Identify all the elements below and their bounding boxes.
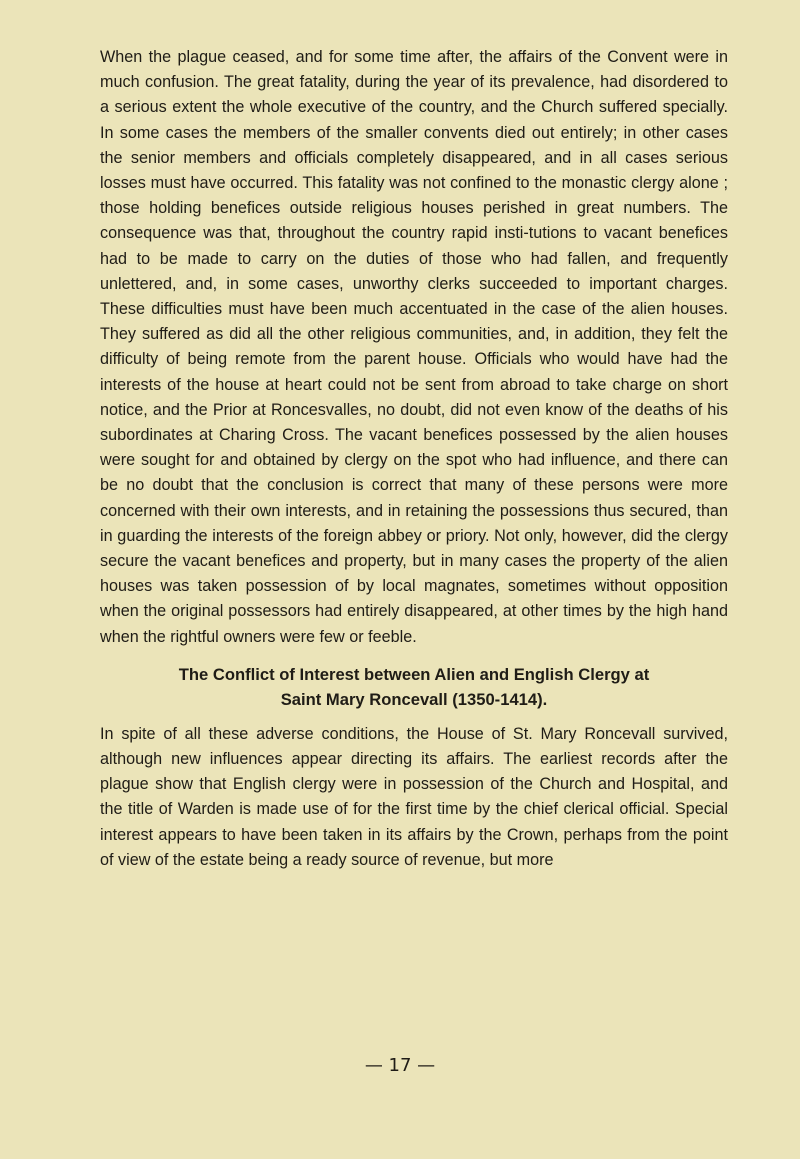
- body-paragraph-1: When the plague ceased, and for some time after, the affairs of the Convent were in much confusion. The great fatality, during the year of its prevalence, had disordered to a serious extent the whole executive of the country, and the Church suffered specially. In some cases the members of the smaller convents died out entirely; in other cases the senior members and officials completely disappeared, and in all cases serious losses must have occurred. This fatality was not confined to the monastic clergy alone ; those holding benefices outside religious houses perished in great numbers. The consequence was that, throughout the country rapid insti-tutions to vacant benefices had to be made to carry on the duties of those who had fallen, and frequently unlettered, and, in some cases, unworthy clerks succeeded to important charges. These difficulties must have been much accentuated in the case of the alien houses. They suffered as did all the other religious communities, and, in addition, they felt the difficulty of being remote from the parent house. Officials who would have had the interests of the house at heart could not be sent from abroad to take charge on short notice, and the Prior at Roncesvalles, no doubt, did not even know of the deaths of his subordinates at Charing Cross. The vacant benefices possessed by the alien houses were sought for and obtained by clergy on the spot who had influence, and there can be no doubt that the conclusion is correct that many of these persons were more concerned with their own interests, and in retaining the possessions thus secured, than in guarding the interests of the foreign abbey or priory. Not only, however, did the clergy secure the vacant benefices and property, but in many cases the property of the alien houses was taken possession of by local magnates, sometimes without opposition when the original possessors had entirely disappeared, at other times by the high hand when the rightful owners were few or feeble.: [100, 48, 728, 646]
- page-body: [100, 45, 728, 873]
- page-number: — 17 —: [364, 1055, 436, 1076]
- body-paragraph-2: In spite of all these adverse conditions, the House of St. Mary Roncevall survived, although new influences appear directing its affairs. The earliest records after the plague show that English clergy were in possession of the Church and Hospital, and the title of Warden is made use of for the first time by the chief clerical official. Special interest appears to have been taken in its affairs by the Crown, perhaps from the point of view of the estate being a ready source of revenue, but more: [100, 724, 728, 869]
- section-heading-line-1: The Conflict of Interest between Alien and English Clergy at: [178, 664, 650, 684]
- section-heading-line-2: Saint Mary Roncevall (1350-1414).: [280, 689, 548, 709]
- section-heading: [100, 662, 728, 712]
